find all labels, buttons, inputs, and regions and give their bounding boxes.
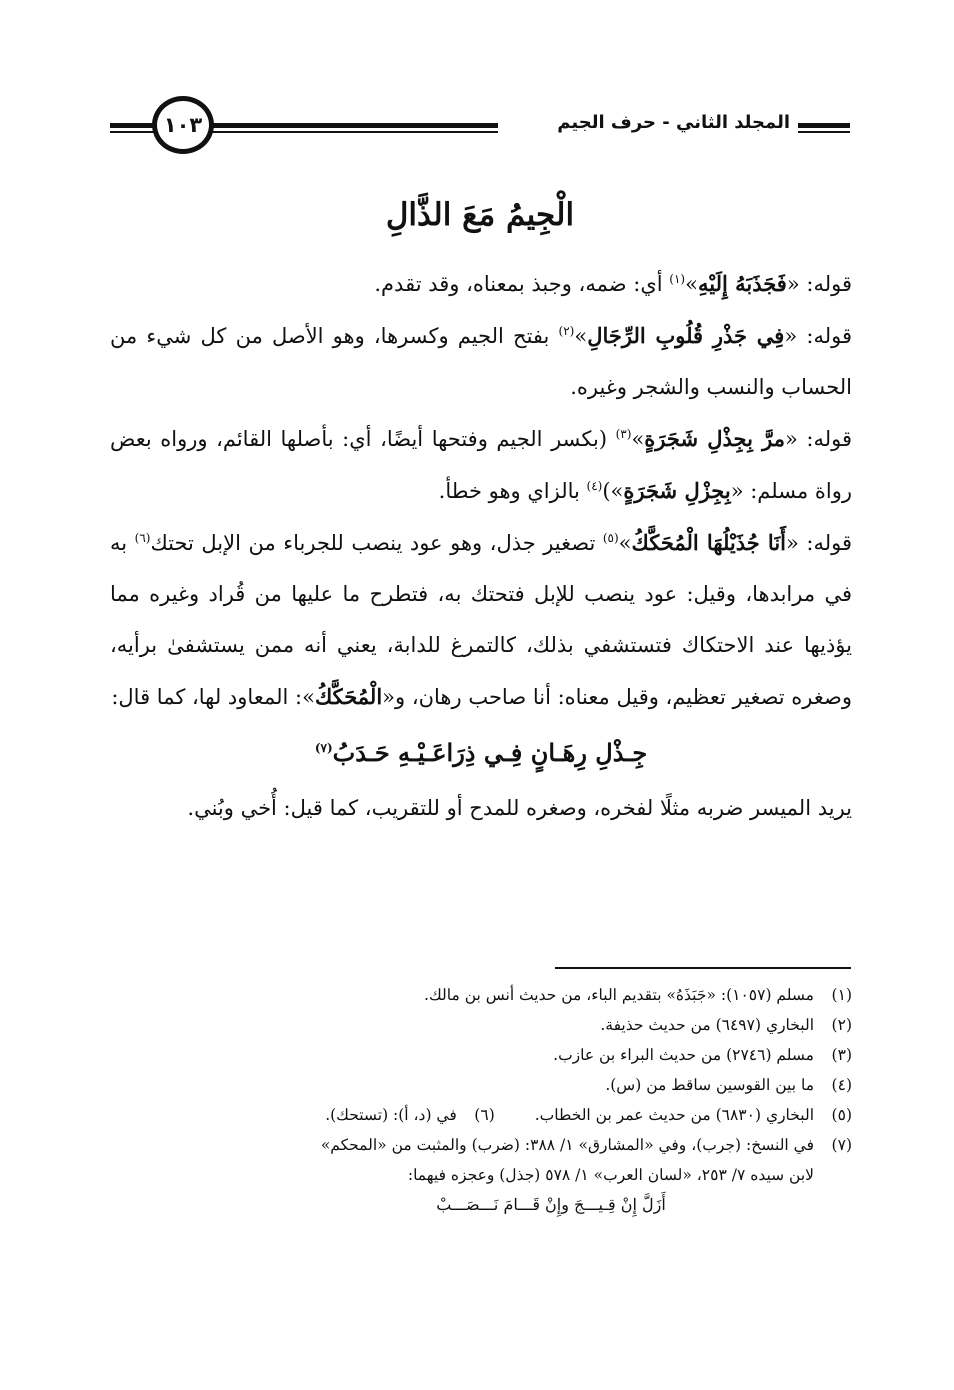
hadith-quote: فِي جَذْرِ قُلُوبِ الرِّجَالِ bbox=[587, 323, 785, 348]
text-run: » bbox=[631, 427, 645, 451]
footnote-number: (٥) bbox=[831, 1106, 852, 1124]
section-title: الْجِيمُ مَعَ الذَّالِ bbox=[385, 197, 575, 233]
header-rule-right bbox=[798, 122, 850, 134]
text-run: » bbox=[618, 531, 632, 555]
footnote-number: (٢) bbox=[831, 1016, 852, 1034]
text-run: بالزاي وهو خطأ. bbox=[438, 479, 587, 503]
footnote-number: (٦) bbox=[474, 1106, 495, 1124]
footnote-text: مسلم (٢٧٤٦) من حديث البراء بن عازب. bbox=[553, 1046, 814, 1064]
paragraph-4 bbox=[110, 517, 852, 723]
footnote-ref: (٤) bbox=[586, 479, 603, 493]
page-number: ١٠٣ bbox=[152, 96, 214, 154]
closing-paragraph: يريد الميسر ضربه مثلًا لفخره، وصغره للمدح أو للتقريب، كما قيل: أُخي وبُني. bbox=[187, 796, 852, 820]
footnote-text: في النسخ: (جرب)، وفي «المشارق» ١/ ٣٨٨: (ضرب) والمثبت من «المحكم» bbox=[320, 1136, 814, 1154]
hadith-quote: بِجِزْلِ شَجَرَةٍ bbox=[623, 478, 731, 503]
text-run: »: المعاود لها، كما قال: bbox=[111, 685, 315, 709]
hadith-quote: فَجَذَبَهُ إِلَيْهِ bbox=[697, 271, 787, 296]
paragraph-1 bbox=[110, 258, 852, 310]
footnote-ref: (٥) bbox=[602, 531, 619, 545]
hadith-quote: مرَّ بِجِذْلِ شَجَرَةٍ bbox=[644, 426, 785, 451]
footnote-1 bbox=[110, 980, 852, 1010]
footnote-7 bbox=[110, 1130, 852, 1160]
footnote-7-continuation: لابن سيده ٧/ ٢٥٣، «لسان العرب» ١/ ٥٧٨ (جذل) وعجزه فيهما: bbox=[407, 1166, 814, 1184]
text-run: » bbox=[685, 272, 698, 296]
footnote-number: (٣) bbox=[831, 1046, 852, 1064]
text-run: (بكسر الجيم وفتحها أيضًا، أي: بأصلها القائم، ورواه بعض رواة مسلم: « bbox=[110, 427, 852, 503]
footnote-text: ما بين القوسين ساقط من (س). bbox=[605, 1076, 814, 1094]
footnote-text: البخاري (٦٤٩٧) من حديث حذيفة. bbox=[600, 1016, 814, 1034]
text-run: تصغير جذل، وهو عود ينصب للجرباء من الإبل تحتك bbox=[150, 531, 603, 555]
footnote-separator bbox=[555, 967, 851, 969]
text-run: ») bbox=[602, 479, 624, 503]
footnote-4 bbox=[110, 1070, 852, 1100]
footnote-5-6 bbox=[110, 1100, 852, 1130]
footnote-3 bbox=[110, 1040, 852, 1070]
body-text bbox=[110, 258, 852, 834]
footnote-number: (١) bbox=[831, 986, 852, 1004]
poetry-verse bbox=[110, 723, 852, 783]
text-run: قوله: « bbox=[786, 531, 852, 555]
footnote-text: البخاري (٦٨٣٠) من حديث عمر بن الخطاب. bbox=[534, 1106, 814, 1124]
footnote-text: في (د، أ): (تستحك). bbox=[325, 1106, 457, 1124]
footnote-ref: (٦) bbox=[134, 531, 151, 545]
footnote-ref: (٧) bbox=[314, 741, 333, 755]
footnote-ref: (٣) bbox=[615, 427, 632, 441]
text-run: » bbox=[574, 324, 588, 348]
footnote-2 bbox=[110, 1010, 852, 1040]
header-rule-middle bbox=[210, 122, 498, 134]
header-rule-left bbox=[110, 122, 156, 134]
footnote-number: (٤) bbox=[831, 1076, 852, 1094]
text-run: به في مرابدها، وقيل: عود ينصب للإبل فتحتك به، فتطرح ما عليها من قُراد وغيره مما يؤذيها عند الاحتكاك فتستشفي بذلك، كالتمرغ للدابة، يعني أنه ممن يستشفىٰ برأيه، وصغره تصغير تعظيم، وقيل معناه: أنا صاحب رهان، و« bbox=[110, 531, 852, 709]
footnote-number: (٧) bbox=[831, 1136, 852, 1154]
footnote-ref: (١) bbox=[669, 272, 686, 286]
paragraph-2 bbox=[110, 310, 852, 413]
footnotes bbox=[110, 980, 852, 1220]
text-run: قوله: « bbox=[784, 324, 852, 348]
running-title: المجلد الثاني - حرف الجيم bbox=[557, 112, 790, 133]
text-run: قوله: « bbox=[784, 427, 852, 451]
footnote-text: مسلم (١٠٥٧): «جَبَذَهُ» بتقديم الباء، من حديث أنس بن مالك. bbox=[424, 986, 814, 1004]
text-run: بفتح الجيم وكسرها، وهو الأصل من كل شيء من الحساب والنسب والشجر وغيره. bbox=[110, 324, 852, 399]
running-header bbox=[110, 96, 850, 160]
footnote-7-verse: أَزَلَّ إِنْ قِـيـــجَ وإِنْ قَـــامَ نَـــصَـــبْ bbox=[436, 1195, 666, 1214]
text-run: أي: ضمه، وجبذ بمعناه، وقد تقدم. bbox=[374, 272, 670, 296]
hadith-quote: الْمُحَكَّكُ bbox=[314, 684, 383, 709]
footnote-ref: (٢) bbox=[558, 324, 575, 338]
hadith-quote: أَنَا جُذَيْلُهَا الْمُحَكَّكُ bbox=[631, 530, 787, 555]
text-run: قوله: « bbox=[786, 272, 852, 296]
verse-text: جِـذْلِ رِهَـانٍ فِـي ذِرَاعَـيْـهِ حَـدَبُ bbox=[332, 738, 648, 767]
paragraph-3 bbox=[110, 413, 852, 517]
